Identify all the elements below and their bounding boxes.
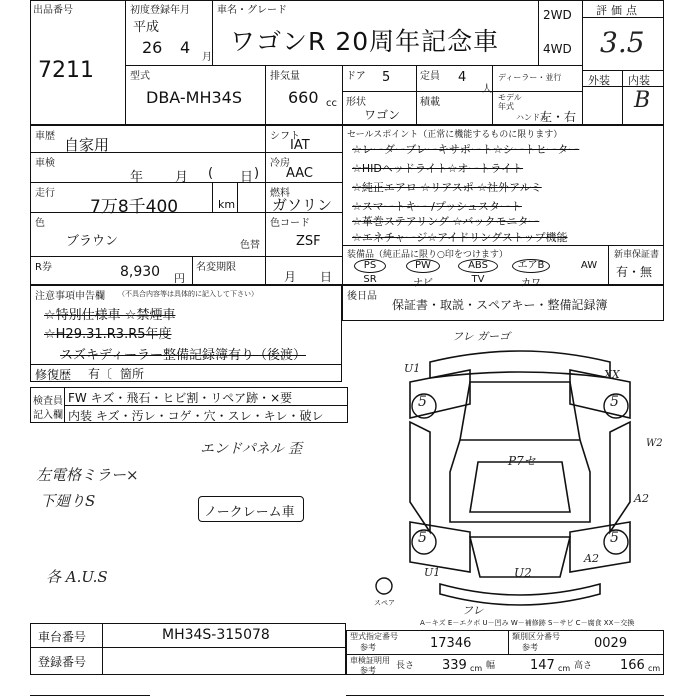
first-reg-label: 初度登録年月 [130,5,190,16]
note-line-3: スズキディーラー整備記録簿有り（後渡） [60,348,306,363]
new-warranty-value: 有・無 [616,265,653,279]
handwritten-panel: エンドパネル 歪 [200,441,303,457]
equip-leather: カワ [521,278,541,289]
capacity-value: 4 [458,70,467,85]
equip-aw: AW [580,260,598,271]
displacement-value: 660 [288,88,319,107]
selling-points-label: セールスポイント（正常に機能するものに限ります） [347,130,563,140]
inspector-label-1: 検査員 [33,396,63,407]
type-cert-label-1: 型式指定番号 [350,632,398,641]
history-label: 車歴 [35,131,55,142]
handwritten-underbody: 下廻りS [40,492,96,510]
color-change-label: 色替 [240,240,260,251]
diag-pa: P7セ [508,454,536,468]
equip-airbag: エアB [512,259,550,273]
diag-a2-lower: A2 [584,552,599,565]
diag-front-label: フレ ガーゴ [452,330,511,343]
inspection-month: 月 [175,170,189,185]
accessories-value: 保証書・取説・スペアキー・整備記録簿 [392,298,608,312]
history-value: 自家用 [64,136,110,154]
selling-point-6: ☆エネチャージ☆アイドリングストップ機能 [352,231,568,244]
recycle-value: 8,930 [120,264,161,280]
class-no-label-1: 類別区分番号 [512,632,560,641]
interior-value: B [634,88,651,113]
height-unit: cm [648,664,661,673]
chassis-value: MH34S-315078 [162,627,270,643]
inspection-open: ( [208,166,214,181]
name-change-day: 日 [320,270,333,284]
handle-value: 左・右 [540,110,577,124]
shape-label: 形状 [346,97,366,108]
model-label: 型式 [130,71,150,82]
mileage-unit: km [218,198,236,211]
capacity-label: 定員 [420,71,440,82]
drive-4wd: 4WD [543,42,572,56]
length-unit: cm [470,664,483,673]
selling-point-5: ☆革巻ステアリング ☆バックモニター [352,215,540,228]
type-cert-label-2: 参考 [360,643,376,652]
drive-2wd: 2WD [543,8,572,22]
recycle-unit: 円 [174,272,185,285]
equip-tv: TV [471,274,485,285]
equipment-label: 装備品（純正品に限り○印をつけます） [347,250,508,260]
car-name-label: 車名・グレード [217,5,287,16]
equip-sr: SR [363,274,377,285]
equip-abs: ABS [458,259,498,273]
dims-label-2: 参考 [360,666,376,675]
aircon-label: 冷房 [270,158,290,169]
inspection-year: 年 [130,170,144,185]
class-no-label-2: 参考 [522,643,538,652]
first-reg-era: 平成 [133,20,160,35]
name-change-label: 名変期限 [196,262,236,273]
diag-rear-label: フレ [462,604,484,617]
capacity-unit: 人 [482,84,492,95]
shape-value: ワゴン [364,108,401,122]
model-value: DBA-MH34S [146,88,243,107]
diag-spare: スペア [374,599,395,607]
repair-value: 有〔 [88,367,113,381]
reg-no-label: 登録番号 [38,655,87,669]
fuel-value: ガソリン [272,196,333,214]
equip-ps: PS [354,259,386,273]
tire-fr: 5 [610,394,619,410]
shift-label: シフト [270,131,300,142]
first-reg-year: 26 [142,38,163,57]
mileage-value: 7万8千400 [90,197,179,217]
diag-a2-right: A2 [634,492,649,505]
color-label: 色 [35,218,45,229]
displacement-label: 排気量 [270,71,300,82]
doors-value: 5 [382,70,391,85]
aircon-value: AAC [286,166,313,181]
score-label: 評価点 [596,4,641,17]
dims-label-1: 車検証明用 [350,656,390,665]
inspection-day: 日 [240,170,254,185]
selling-point-2: ☆HIDヘッドライト☆オートライト [352,162,524,175]
inspection-label: 車検 [35,158,55,169]
color-value: ブラウン [66,234,119,249]
width-value: 147 [530,658,555,673]
notes-sub: （不具合内容等は具体的に記入して下さい） [118,290,258,298]
mileage-label: 走行 [35,188,55,199]
width-label: 幅 [486,661,496,671]
load-label: 積載 [420,97,440,108]
displacement-unit: cc [326,98,337,109]
first-reg-month-unit: 月 [202,52,212,63]
selling-point-4: ☆スマートキー /プッシュスタート [352,200,522,213]
note-line-2: ☆H29.31.R3.R5年度 [44,327,172,342]
tire-rl: 5 [418,530,427,546]
length-label: 長さ [396,661,415,671]
repair-suffix: 箇所 [120,367,145,381]
handwritten-bottom: 各 A.U.S [46,568,108,586]
diag-xx: XX [604,368,620,381]
selling-point-1: ☆レーダーブレーキサポート☆シートヒーター [352,143,580,156]
damage-legend: A－キズ E－エクボ U－凹み W－補修跡 S－サビ C－腐食 XX－交換 [420,619,635,627]
inspector-row-1: FW キズ・飛石・ヒビ割・リペア跡・×要 [68,391,293,405]
height-label: 高さ [574,661,593,671]
length-value: 339 [442,658,467,673]
score-value: 3.5 [600,26,645,59]
inspection-close: ) [254,166,260,181]
equip-pw: PW [406,259,440,273]
first-reg-month: 4 [180,38,191,57]
color-code-label: 色コード [270,218,310,229]
name-change-month: 月 [284,270,297,284]
tire-rr: 5 [610,530,619,546]
selling-point-3: ☆純正エアロ ☆リアスポ ☆社外アルミ [352,181,542,194]
inspector-label-2: 記入欄 [33,410,63,421]
type-cert-value: 17346 [430,636,472,651]
diag-u2: U2 [514,566,532,580]
handwritten-mirror: 左電格ミラー× [36,466,139,484]
diag-u1-left: U1 [404,362,421,375]
equip-navi: ナビ [413,278,433,289]
car-name-value: ワゴンR 20周年記念車 [230,27,500,56]
no-claim-stamp-text: ノークレーム車 [204,505,295,520]
model-year-label: モデル年式 [498,93,522,111]
height-value: 166 [620,658,645,673]
chassis-label: 車台番号 [38,630,87,644]
recycle-label: R券 [35,262,52,273]
lot-number: 7211 [38,58,94,83]
doors-label: ドア [346,71,366,82]
interior-label: 内装 [628,74,650,87]
note-line-1: ☆特別仕様車 ☆禁煙車 [44,308,176,323]
handle-label: ハンドル [516,113,548,122]
diag-w2: W2 [646,438,663,449]
width-unit: cm [558,664,571,673]
inspector-row-2: 内装 キズ・汚レ・コゲ・穴・スレ・キレ・破レ [68,409,324,423]
dealer-label: ディーラー・並行 [498,73,562,82]
notes-label: 注意事項申告欄 [35,291,105,302]
lot-label: 出品番号 [33,5,73,16]
diag-u1-bottom: U1 [424,566,441,579]
new-warranty-label: 新車保証書 [614,250,660,260]
repair-label: 修復歴 [35,368,72,382]
class-no-value: 0029 [594,636,628,651]
exterior-label: 外装 [588,74,610,87]
shift-value: IAT [290,138,310,153]
tire-fl: 5 [418,394,427,410]
accessories-label: 後日品 [347,291,377,302]
fuel-label: 燃料 [270,188,290,199]
color-code-value: ZSF [296,234,321,249]
